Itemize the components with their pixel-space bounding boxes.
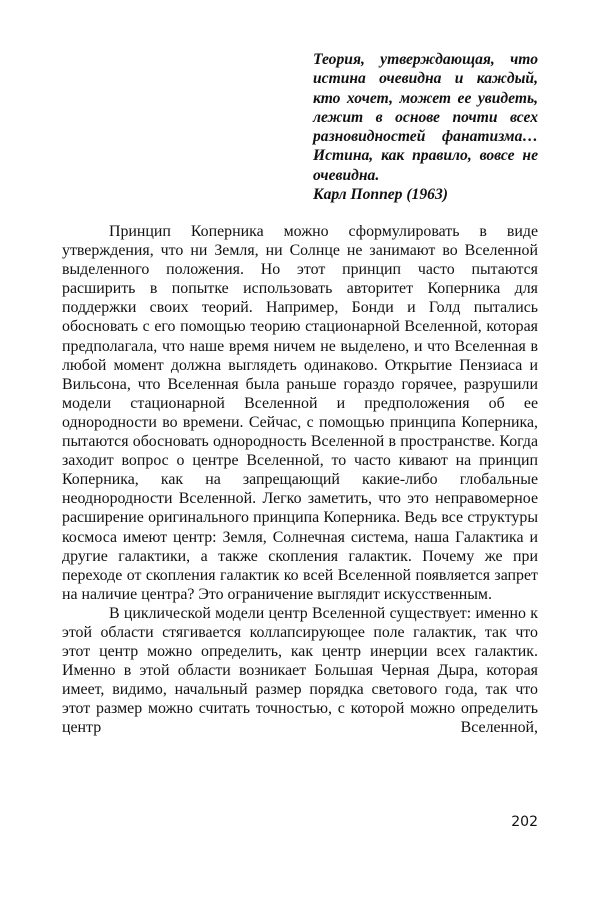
- paragraph: Принцип Коперника можно сформулировать в виде утверждения, что ни Земля, ни Солнце не занимают во Вселенной выделенного положения. Но этот принцип часто пытаются расширить в попытке использовать авторитет Коперника для поддержки своих теорий. Например, Бонди и Голд пытались обосновать с его помощью теорию стационарной Вселенной, которая предполагала, что наше время ничем не выделено, и что Вселенная в любой момент должна выглядеть одинаково. Открытие Пензиаса и Вильсона, что Вселенная была раньше гораздо горячее, разрушили модели стационарной Вселенной и предположения об ее однородности во времени. Сейчас, с помощью принципа Коперника, пытаются обосновать однородность Вселенной в пространстве. Когда заходит вопрос о центре Вселенной, то часто кивают на принцип Коперника, как на запрещающий какие-либо глобальные неоднородности Вселенной. Легко заметить, что это неправомерное расширение оригинального принципа Коперника. Ведь все структуры космоса имеют центр: Земля, Солнечная система, наша Галактика и другие галактики, а также скопления галактик. Почему же при переходе от скопления галактик ко всей Вселенной появляется запрет на наличие центра? Это ограничение выглядит искусственным.: [62, 223, 538, 603]
- epigraph-quote: Теория, утверждающая, что истина очевидна и каждый, кто хочет, может ее увидеть, лежит в основе почти всех разновидностей фанатизма… Истина, как правило, вовсе не очевидна.: [313, 51, 538, 184]
- page-number: 202: [511, 814, 538, 830]
- epigraph-author: Карл Поппер (1963): [313, 186, 448, 204]
- epigraph: [313, 50, 538, 204]
- body-text: [62, 222, 538, 738]
- paragraph: В циклической модели центр Вселенной существует: именно к этой области стягивается коллапсирующее поле галактик, так что этот центр можно определить, как центр инерции всех галактик. Именно в этой области возникает Большая Черная Дыра, которая имеет, видимо, начальный размер порядка светового года, так что этот размер можно считать точностью, с которой можно определить центр Вселенной,: [62, 604, 538, 737]
